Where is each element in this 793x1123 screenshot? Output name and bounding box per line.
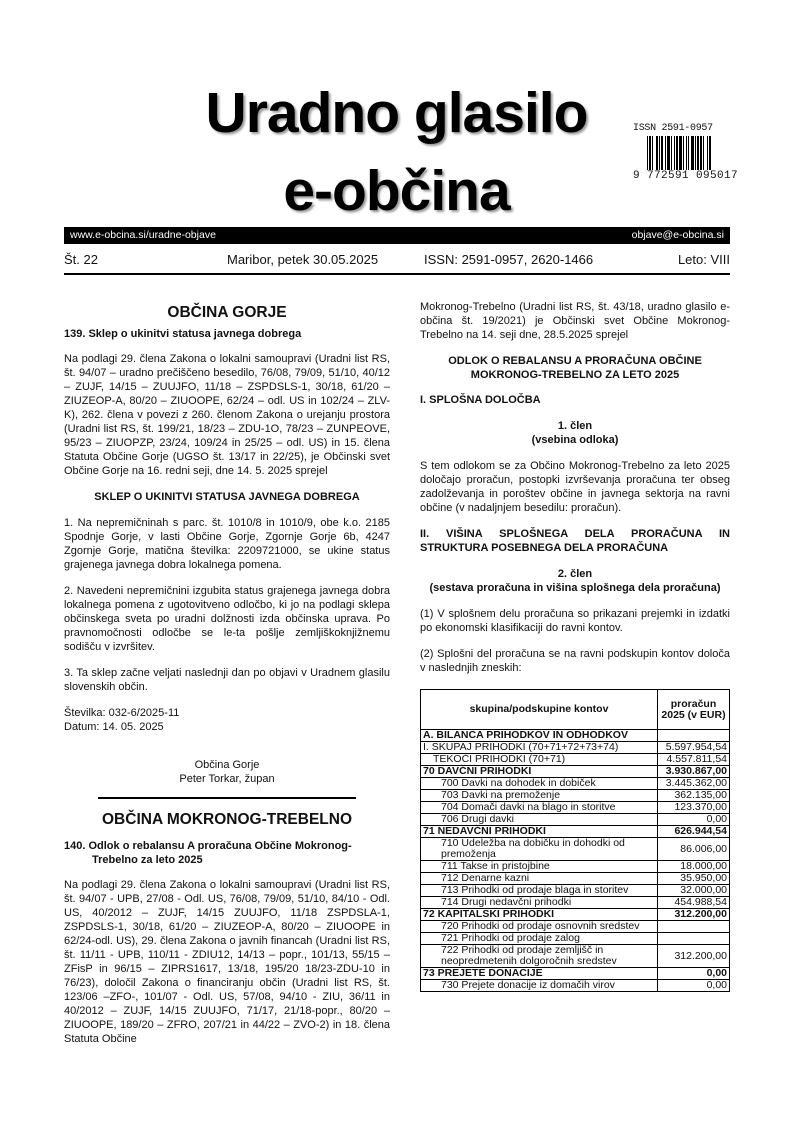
row-value: 35.950,00	[658, 873, 730, 885]
row-label: 721 Prihodki od prodaje zalog	[421, 933, 658, 945]
table-header-group: skupina/podskupine kontov	[421, 690, 658, 730]
article-1-text: S tem odlokom se za Občino Mokronog-Trebelno za leto 2025 določajo proračun, postopki izvrševanja proračuna ter obseg zadolževanja in poroštev občine in javnega sektorja na ravni občine (v nadaljnjem besedilu: proračun).	[420, 460, 730, 514]
issn-label: ISSN 2591-0957	[633, 123, 713, 134]
row-label: 720 Prihodki od prodaje osnovnih sredstev	[421, 921, 658, 933]
website-link[interactable]: www.e-obcina.si/uradne-objave	[70, 229, 216, 241]
row-label: 722 Prihodki od prodaje zemljišč in neopredmetenih dolgoročnih sredstev	[421, 945, 658, 968]
row-value	[658, 730, 730, 742]
row-value: 0,00	[658, 814, 730, 826]
chapter-2-title: II. VIŠINA SPLOŠNEGA DELA PRORAČUNA IN STRUKTURA POSEBNEGA DELA PRORAČUNA	[420, 528, 730, 554]
act-140-preamble: Na podlagi 29. člena Zakona o lokalni samoupravi (Uradni list RS, št. 94/07 - UPB, 27/08 - Odl. US, 76/08, 79/09, 51/10, 84/10 - Odl. US, 40/2012 – ZUJF, 14/15 ZUUJFO, 11/18 ZSPDSLA-1, ZSPDSLS-1, 30/18, 61/20 – ZIUZEOP-A, 80/20 – ZIUOOPE in 62/24-odl. US), 29. člena Zakona o javnih financah (Uradni list RS, št. 11/11 - UPB, 110/11 - ZDIU12, 14/13 – popr., 101/13, 55/15 – ZFisP in 96/15 – ZIPRS1617, 13/18, 195/20 18/23-ZDU-10 in 76/23), določil Zakona o financiranju občin (Uradni list RS, št. 123/06 –ZFO-, 101/07 - Odl. US, 57/08, 94/10 - ZIU, 36/11 in 40/2012 – ZUJF, 14/15 ZUUJFO, 71/17, 21/18-popr., 80/20 – ZIUOOPE, 189/20 – ZFRO, 207/21 in 44/22 – ZVO-2) in 18. člena Statuta Občine	[64, 879, 390, 1045]
act-140-title: 140. Odlok o rebalansu A proračuna Občine Mokronog-Trebelno za leto 2025	[64, 840, 352, 866]
act-139-number: Številka: 032-6/2025-11	[64, 707, 180, 719]
row-value: 312.200,00	[658, 909, 730, 921]
row-label: 71 NEDAVČNI PRIHODKI	[421, 826, 658, 838]
row-value: 0,00	[658, 980, 730, 992]
row-value: 0,00	[658, 968, 730, 980]
decree-title: ODLOK O REBALANSU A PRORAČUNA OBČINE MOKRONOG-TREBELNO ZA LETO 2025	[448, 355, 702, 381]
article-2-number: 2. člen	[557, 568, 593, 580]
act-139-point-2: 2. Navedeni nepremičnini izgubita status grajenega javnega dobra lokalnega pomena z ugotovitveno odločbo, ki jo na podlagi sklepa občinskega sveta po uradni dolžnosti izda občinska uprava. Po pravnomočnosti odločbe se le-ta pošlje zemljiškoknjižnemu sodišču v izvršitev.	[64, 585, 390, 653]
row-label: 703 Davki na premoženje	[421, 790, 658, 802]
section-title-gorje: OBČINA GORJE	[167, 304, 287, 321]
act-139-preamble: Na podlagi 29. člena Zakona o lokalni samoupravi (Uradni list RS, št. 94/07 – uradno prečiščeno besedilo, 76/08, 79/09, 51/10, 40/12 – ZUJF, 14/15 – ZUUJFO, 11/18 – ZSPDSLS-1, 30/18, 61/20 – ZIUZEOP-A, 80/20 – ZIUOOPE, 62/24 – odl. US in 102/24 – ZLV-K), 262. člena v povezi z 260. členom Zakona o urejanju prostora (Uradni list RS, št. 199/21, 18/23 – ZDU-1O, 78/23 – ZUNPEOVE, 95/23 – ZIUOPZP, 23/24, 109/24 in 25/25 – odl. US) in 15. člena Statuta Občine Gorje (UGSO št. 13/17 in 22/25), je Občinski svet Občine Gorje na 16. redni seji, dne 14. 5. 2025 sprejel	[64, 353, 390, 477]
row-value	[658, 933, 730, 945]
row-label: I. SKUPAJ PRIHODKI (70+71+72+73+74)	[421, 742, 658, 754]
row-label: A. BILANCA PRIHODKOV IN ODHODKOV	[421, 730, 658, 742]
left-column	[64, 300, 390, 1046]
act-139-signature-org: Občina Gorje	[194, 759, 260, 771]
row-label: 714 Drugi nedavčni prihodki	[421, 897, 658, 909]
budget-table	[420, 689, 730, 992]
header-divider	[64, 273, 730, 275]
row-value: 123.370,00	[658, 802, 730, 814]
row-label: TEKOČI PRIHODKI (70+71)	[421, 754, 658, 766]
header-link-bar	[64, 227, 730, 244]
issn-barcode-box	[633, 123, 739, 182]
issue-place-date: Maribor, petek 30.05.2025	[227, 252, 379, 267]
row-value: 626.944,54	[658, 826, 730, 838]
article-1-subtitle: (vsebina odloka)	[531, 434, 619, 446]
act-139-title: 139. Sklep o ukinitvi statusa javnega dobrega	[64, 328, 302, 340]
barcode-image	[647, 136, 731, 170]
row-label: 73 PREJETE DONACIJE	[421, 968, 658, 980]
article-2-paragraph-2: (2) Splošni del proračuna se na ravni podskupin kontov določa v naslednjih zneskih:	[420, 648, 730, 674]
row-label: 712 Denarne kazni	[421, 873, 658, 885]
article-2-paragraph-1: (1) V splošnem delu proračuna so prikazani prejemki in izdatki po ekonomski klasifikaciji do ravni kontov.	[420, 608, 730, 634]
row-value: 3.930.867,00	[658, 766, 730, 778]
act-139-heading: SKLEP O UKINITVI STATUSA JAVNEGA DOBREGA	[94, 491, 360, 503]
act-140-preamble-cont: Mokronog-Trebelno (Uradni list RS, št. 43/18, uradno glasilo e-občina št. 19/2021) je Občinski svet Občine Mokronog-Trebelno na 14. seji dne, 28.5.2025 sprejel	[420, 301, 730, 341]
row-label: 710 Udeležba na dobičku in dohodki od premoženja	[421, 838, 658, 861]
row-label: 706 Drugi davki	[421, 814, 658, 826]
row-value: 312.200,00	[658, 945, 730, 968]
row-value: 4.557.811,54	[658, 754, 730, 766]
article-2-subtitle: (sestava proračuna in višina splošnega dela proračuna)	[429, 582, 721, 594]
row-value: 86.006,00	[658, 838, 730, 861]
row-label: 713 Prihodki od prodaje blaga in storitev	[421, 885, 658, 897]
row-label: 730 Prejete donacije iz domačih virov	[421, 980, 658, 992]
row-value: 454.988,54	[658, 897, 730, 909]
masthead-title-line1: Uradno glasilo	[205, 81, 588, 145]
section-title-mokronog: OBČINA MOKRONOG-TREBELNO	[102, 811, 352, 828]
table-header-budget: proračun 2025 (v EUR)	[658, 690, 730, 730]
act-139-point-1: 1. Na nepremičninah s parc. št. 1010/8 in 1010/9, obe k.o. 2185 Spodnje Gorje, v lasti Občine Gorje, Zgornje Gorje 6b, 4247 Zgornje Gorje, matična številka: 2209721000, se ukine status grajenega javnega dobra lokalnega pomena.	[64, 517, 390, 571]
row-value: 362.135,00	[658, 790, 730, 802]
row-label: 700 Davki na dohodek in dobiček	[421, 778, 658, 790]
row-label: 711 Takse in pristojbine	[421, 861, 658, 873]
issue-year: Leto: VIII	[677, 252, 730, 267]
row-value: 18.000,00	[658, 861, 730, 873]
issue-number: Št. 22	[64, 252, 98, 267]
row-label: 72 KAPITALSKI PRIHODKI	[421, 909, 658, 921]
row-label: 704 Domači davki na blago in storitve	[421, 802, 658, 814]
email-link[interactable]: objave@e-obcina.si	[631, 229, 724, 241]
row-value: 32.000,00	[658, 885, 730, 897]
act-139-point-3: 3. Ta sklep začne veljati naslednji dan po objavi v Uradnem glasilu slovenskih občin.	[64, 667, 390, 693]
act-139-signature-name: Peter Torkar, župan	[179, 773, 275, 785]
masthead-title-line2: e-občina	[283, 159, 510, 223]
row-value: 3.445.362,00	[658, 778, 730, 790]
row-value: 5.597.954,54	[658, 742, 730, 754]
act-139-date: Datum: 14. 05. 2025	[64, 721, 164, 733]
issue-issn: ISSN: 2591-0957, 2620-1466	[424, 252, 594, 267]
right-column	[420, 300, 730, 992]
barcode-digits: 9 772591 095017	[633, 170, 739, 182]
chapter-1-title: I. SPLOŠNA DOLOČBA	[420, 394, 541, 406]
section-separator	[98, 797, 356, 799]
row-label: 70 DAVČNI PRIHODKI	[421, 766, 658, 778]
row-value	[658, 921, 730, 933]
article-1-number: 1. člen	[557, 420, 593, 432]
